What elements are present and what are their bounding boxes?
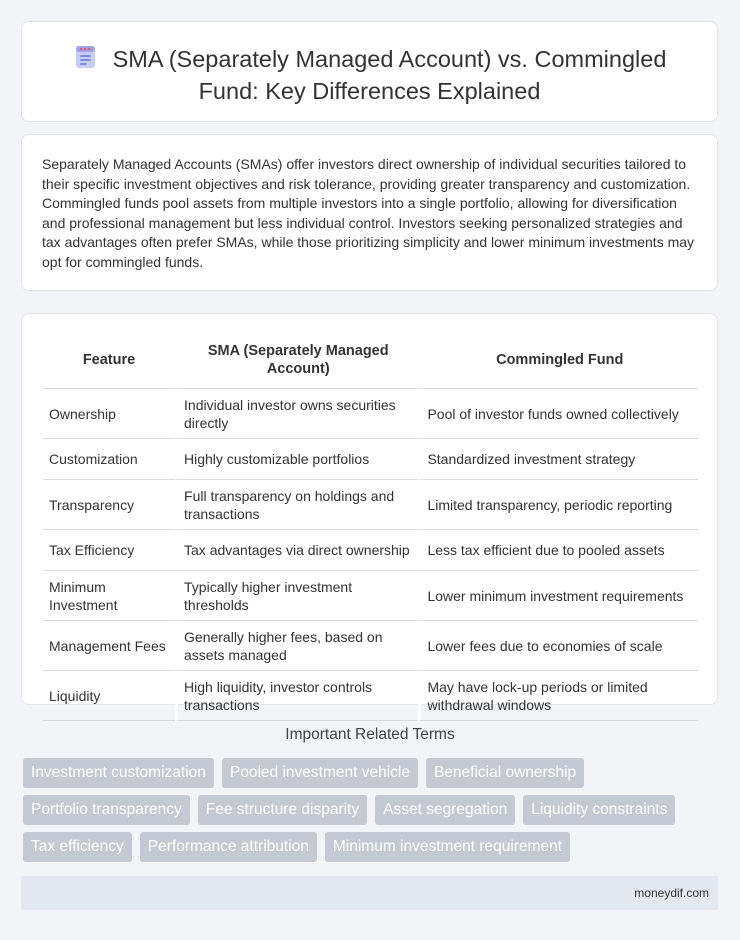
tag-minimum-investment-requirement[interactable]: Minimum investment requirement <box>325 832 570 862</box>
tag-investment-customization[interactable]: Investment customization <box>23 758 214 788</box>
page-title-wrap <box>22 44 717 106</box>
sma-cell: High liquidity, investor controls transactions <box>175 671 418 721</box>
tag-portfolio-transparency[interactable]: Portfolio transparency <box>23 795 190 825</box>
sma-cell: Tax advantages via direct ownership <box>175 530 418 571</box>
document-icon <box>73 44 99 77</box>
feature-cell: Liquidity <box>43 671 175 721</box>
table-row <box>43 530 698 571</box>
feature-cell: Customization <box>43 439 175 480</box>
comparison-table <box>43 331 698 721</box>
tag-beneficial-ownership[interactable]: Beneficial ownership <box>426 758 584 788</box>
table-row <box>43 571 698 621</box>
tag-liquidity-constraints[interactable]: Liquidity constraints <box>523 795 675 825</box>
sma-cell: Highly customizable portfolios <box>175 439 418 480</box>
tag-fee-structure-disparity[interactable]: Fee structure disparity <box>198 795 367 825</box>
commingled-cell: Lower minimum investment requirements <box>418 571 698 621</box>
sma-cell: Generally higher fees, based on assets managed <box>175 621 418 671</box>
related-terms-tags <box>23 758 717 862</box>
page-title: SMA (Separately Managed Account) vs. Commingled Fund: Key Differences Explained <box>112 46 667 104</box>
header-sma: SMA (Separately Managed Account) <box>175 331 418 389</box>
commingled-cell: Limited transparency, periodic reporting <box>418 480 698 530</box>
commingled-cell: May have lock-up periods or limited withdrawal windows <box>418 671 698 721</box>
feature-cell: Transparency <box>43 480 175 530</box>
tag-asset-segregation[interactable]: Asset segregation <box>375 795 515 825</box>
table-row <box>43 671 698 721</box>
tag-tax-efficiency[interactable]: Tax efficiency <box>23 832 132 862</box>
header-feature: Feature <box>43 331 175 389</box>
sma-cell: Typically higher investment thresholds <box>175 571 418 621</box>
commingled-cell: Pool of investor funds owned collectively <box>418 389 698 439</box>
tag-performance-attribution[interactable]: Performance attribution <box>140 832 317 862</box>
sma-cell: Individual investor owns securities directly <box>175 389 418 439</box>
table-row <box>43 439 698 480</box>
intro-card <box>21 134 718 291</box>
title-card <box>21 21 718 122</box>
footer-bar <box>21 876 718 910</box>
intro-paragraph: Separately Managed Accounts (SMAs) offer investors direct ownership of individual securities tailored to their specific investment objectives and risk tolerance, providing greater transparency and customization. Commingled funds pool assets from multiple investors into a single portfolio, allowing for diversification and professional management but less individual control. Investors seeking personalized strategies and tax advantages often prefer SMAs, while those prioritizing simplicity and lower minimum investments may opt for commingled funds. <box>42 156 695 270</box>
related-terms-title: Important Related Terms <box>285 726 455 743</box>
feature-cell: Ownership <box>43 389 175 439</box>
table-header-row <box>43 331 698 389</box>
commingled-cell: Standardized investment strategy <box>418 439 698 480</box>
table-row <box>43 621 698 671</box>
commingled-cell: Less tax efficient due to pooled assets <box>418 530 698 571</box>
tag-pooled-investment-vehicle[interactable]: Pooled investment vehicle <box>222 758 418 788</box>
footer-site-link[interactable]: moneydif.com <box>634 886 709 900</box>
commingled-cell: Lower fees due to economies of scale <box>418 621 698 671</box>
sma-cell: Full transparency on holdings and transactions <box>175 480 418 530</box>
header-commingled: Commingled Fund <box>418 331 698 389</box>
feature-cell: Management Fees <box>43 621 175 671</box>
feature-cell: Minimum Investment <box>43 571 175 621</box>
table-row <box>43 389 698 439</box>
feature-cell: Tax Efficiency <box>43 530 175 571</box>
comparison-table-card <box>21 313 718 713</box>
table-row <box>43 480 698 530</box>
